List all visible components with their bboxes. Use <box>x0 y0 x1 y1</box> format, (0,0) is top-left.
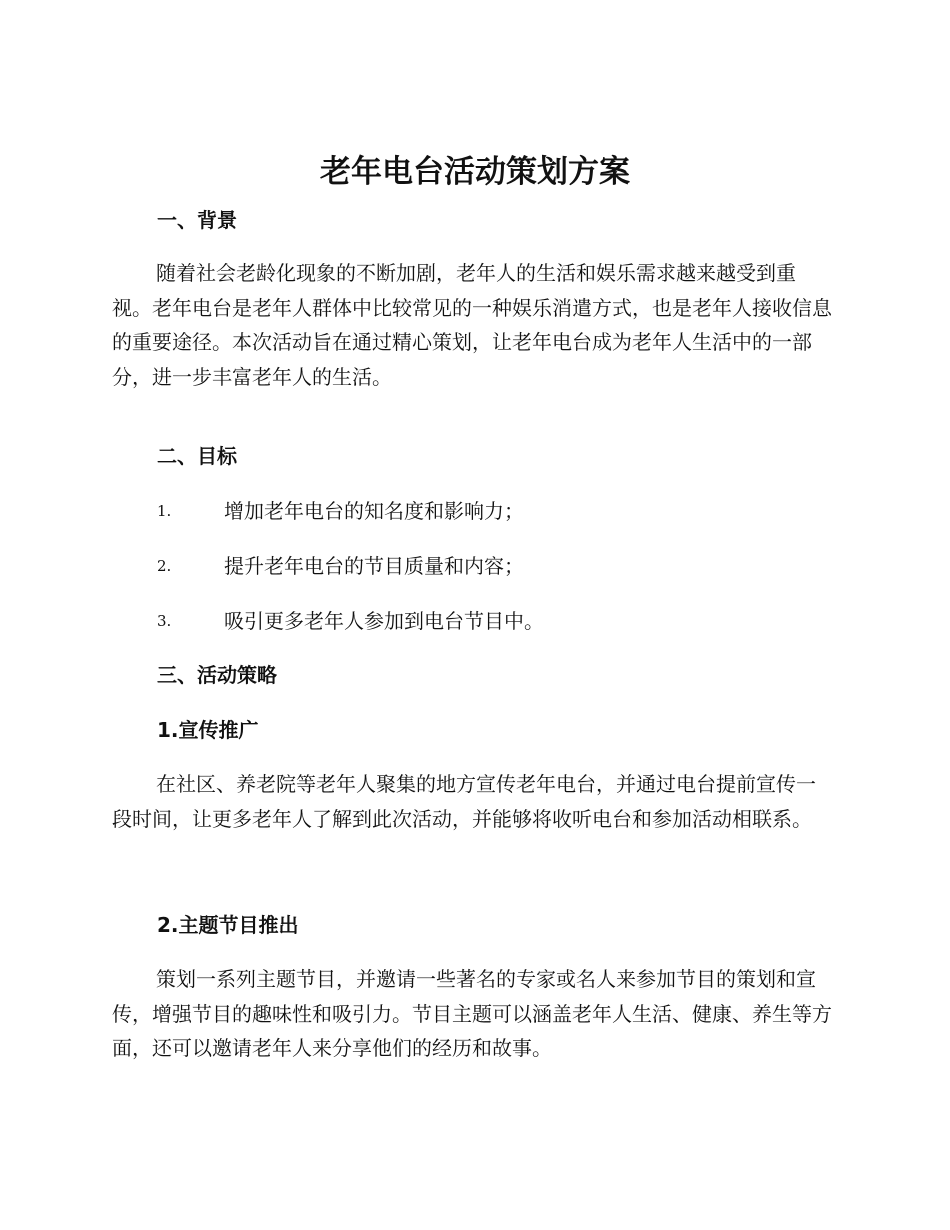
list-number: 3. <box>157 612 172 630</box>
background-paragraph: 随着社会老龄化现象的不断加剧，老年人的生活和娱乐需求越来越受到重视。老年电台是老年人群体中比较常见的一种娱乐消遣方式，也是老年人接收信息的重要途径。本次活动旨在通过精心策划，让老年电台成为老年人生活中的一部分，进一步丰富老年人的生活。 <box>112 261 832 389</box>
theme-programs-paragraph: 策划一系列主题节目，并邀请一些著名的专家或名人来参加节目的策划和宣传，增强节目的趣味性和吸引力。节目主题可以涵盖老年人生活、健康、养生等方面，还可以邀请老年人来分享他们的经历和故事。 <box>112 967 832 1060</box>
list-number: 1. <box>157 502 172 520</box>
section-heading-strategy: 三、活动策略 <box>157 663 277 687</box>
list-number: 2. <box>157 557 172 575</box>
promotion-paragraph: 在社区、养老院等老年人聚集的地方宣传老年电台，并通过电台提前宣传一段时间，让更多老年人了解到此次活动，并能够将收听电台和参加活动相联系。 <box>112 772 816 831</box>
section-heading-goals: 二、目标 <box>157 444 237 468</box>
list-text: 提升老年电台的节目质量和内容； <box>224 554 524 578</box>
document-title: 老年电台活动策划方案 <box>320 154 630 190</box>
section-heading-background: 一、背景 <box>157 208 237 232</box>
list-text: 吸引更多老年人参加到电台节目中。 <box>224 609 544 633</box>
subsection-heading-theme-programs: 2.主题节目推出 <box>157 913 299 937</box>
list-text: 增加老年电台的知名度和影响力； <box>224 499 524 523</box>
subsection-heading-promotion: 1.宣传推广 <box>157 718 259 742</box>
